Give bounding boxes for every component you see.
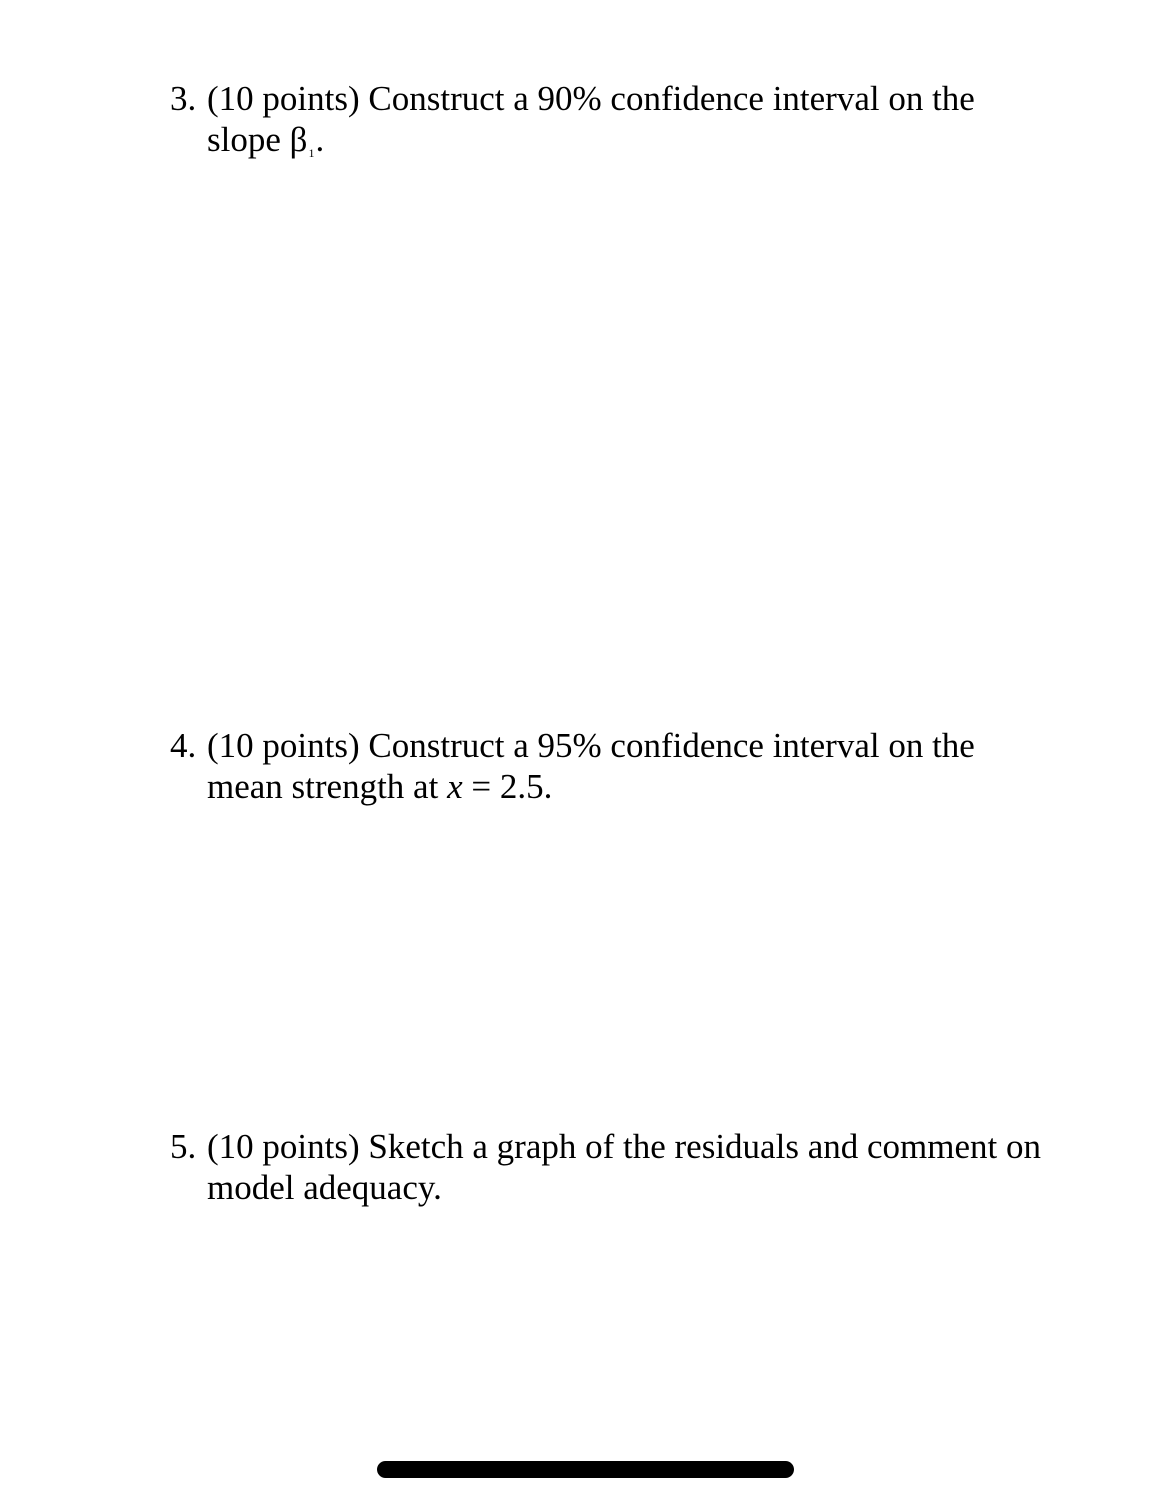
question-4-number: 4. — [170, 726, 197, 765]
question-4-value: = 2.5. — [462, 767, 553, 806]
question-3-period: . — [315, 120, 325, 159]
question-4-text: (10 points) Construct a 95% confidence interval on the — [207, 726, 975, 765]
question-3-number: 3. — [170, 79, 197, 118]
home-indicator-bar[interactable] — [377, 1461, 794, 1478]
beta-subscript: 1 — [308, 146, 315, 160]
question-5-text: (10 points) Sketch a graph of the residuals and comment on — [207, 1127, 1041, 1166]
question-3-text-continued: slope β — [207, 120, 308, 159]
question-3 — [170, 78, 975, 174]
question-5 — [170, 1126, 1041, 1208]
question-3-line-1 — [170, 78, 975, 119]
question-4-line-1 — [170, 725, 975, 766]
question-5-line-1 — [170, 1126, 1041, 1167]
variable-x: x — [447, 767, 463, 806]
question-5-number: 5. — [170, 1127, 197, 1166]
question-4-line-2 — [170, 766, 975, 807]
question-5-line-2: model adequacy. — [207, 1168, 442, 1207]
question-3-line-2 — [170, 119, 975, 174]
question-4 — [170, 725, 975, 807]
question-3-text: (10 points) Construct a 90% confidence interval on the — [207, 79, 975, 118]
question-4-text-continued: mean strength at — [207, 767, 448, 806]
